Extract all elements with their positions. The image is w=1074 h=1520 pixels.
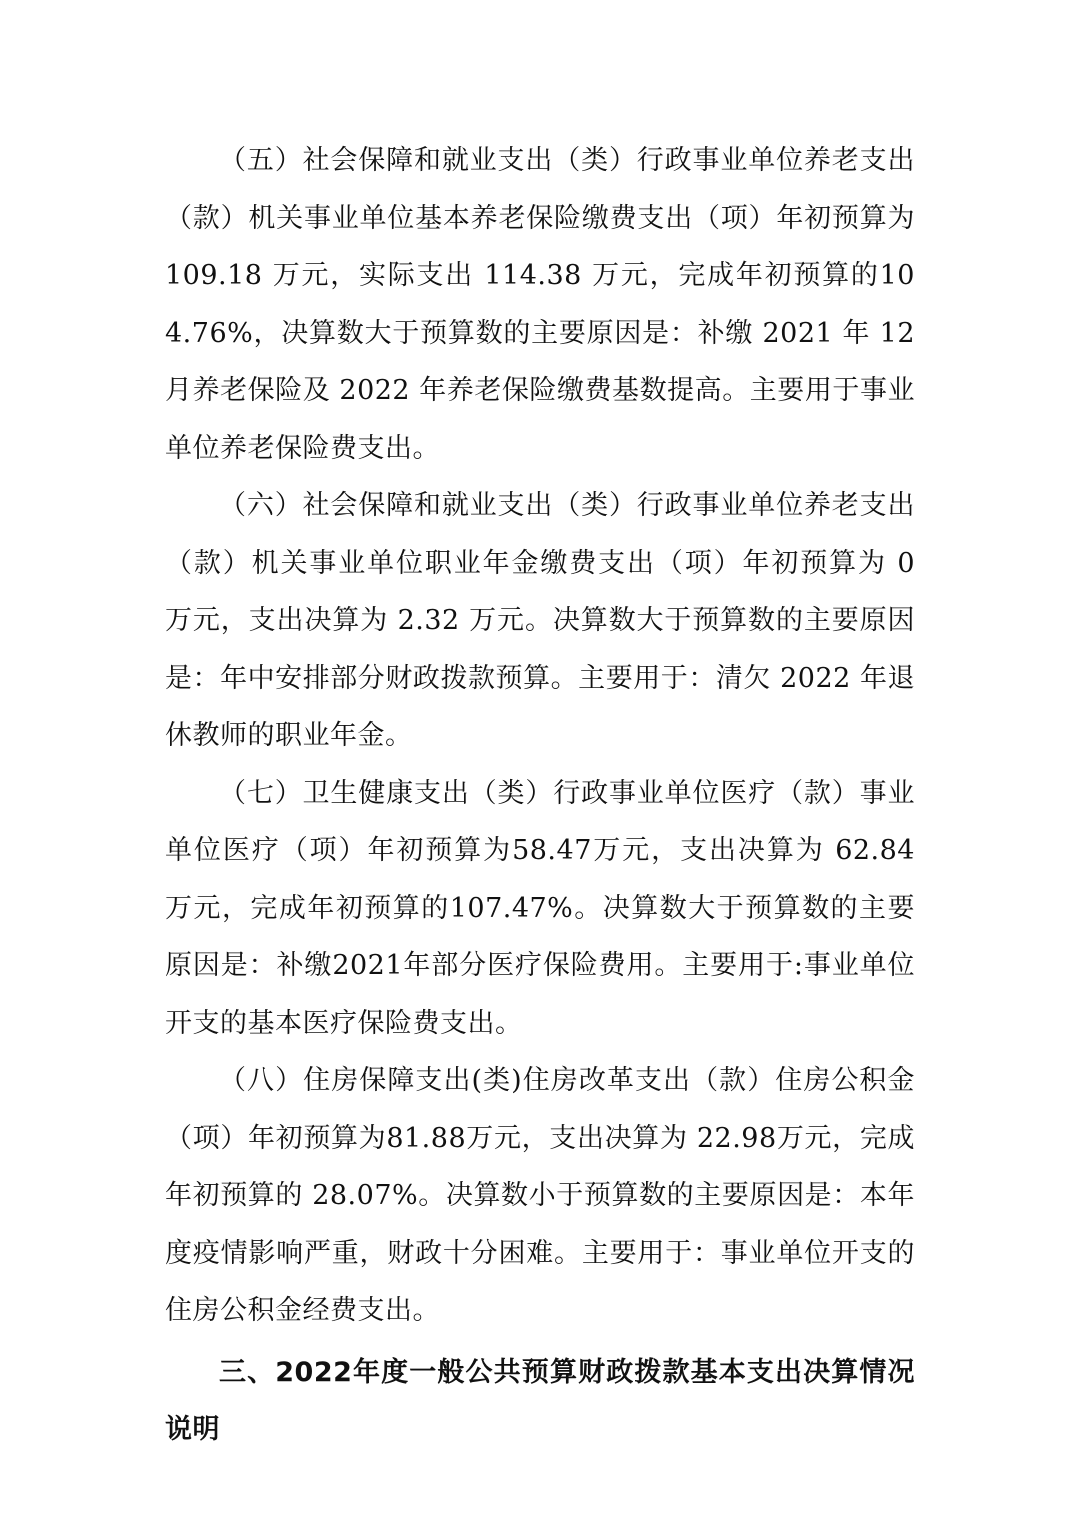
paragraph-medical-insurance: （七）卫生健康支出（类）行政事业单位医疗（款）事业单位医疗（项）年初预算为58.47万元，支出决算为 62.84 万元，完成年初预算的107.47%。决算数大于预算数的主要原因是：补缴2021年部分医疗保险费用。主要用于:事业单位开支的基本医疗保险费支出。 [165,777,915,1039]
document-body [165,132,915,1459]
paragraph-housing-fund: （八）住房保障支出(类)住房改革支出（款）住房公积金（项）年初预算为81.88万元，支出决算为 22.98万元，完成年初预算的 28.07%。决算数小于预算数的主要原因是：本年度疫情影响严重，财政十分困难。主要用于：事业单位开支的住房公积金经费支出。 [165,1065,915,1326]
section-heading: 三、2022年度一般公共预算财政拨款基本支出决算情况说明 [165,1356,915,1445]
paragraph-pension-insurance: （五）社会保障和就业支出（类）行政事业单位养老支出（款）机关事业单位基本养老保险缴费支出（项）年初预算为 109.18 万元，实际支出 114.38 万元，完成年初预算的104.76%，决算数大于预算数的主要原因是：补缴 2021 年 12 月养老保险及 2022 年养老保险缴费基数提高。主要用于事业单位养老保险费支出。 [165,145,915,464]
paragraph-occupational-annuity: （六）社会保障和就业支出（类）行政事业单位养老支出（款）机关事业单位职业年金缴费支出（项）年初预算为 0 万元，支出决算为 2.32 万元。决算数大于预算数的主要原因是：年中安排部分财政拨款预算。主要用于：清欠 2022 年退休教师的职业年金。 [165,490,915,751]
